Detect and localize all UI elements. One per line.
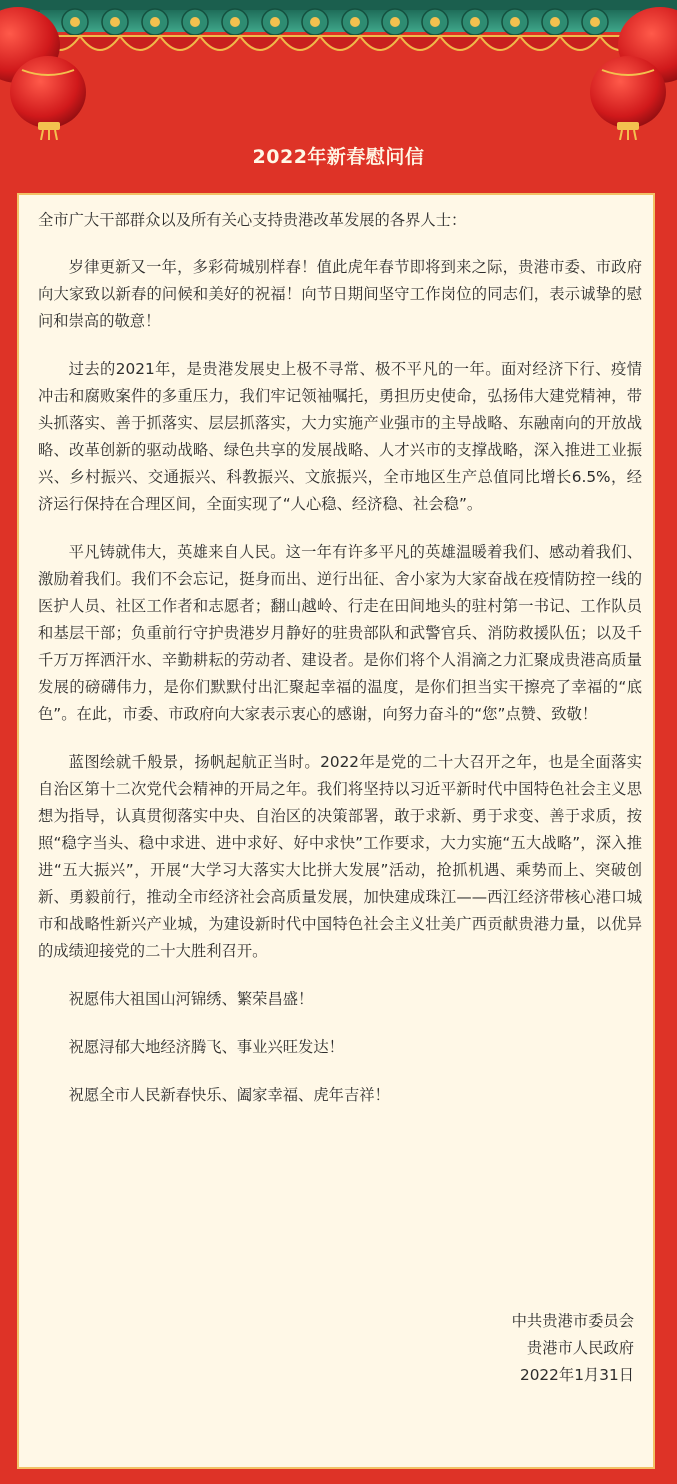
salutation: 全市广大干部群众以及所有关心支持贵港改革发展的各界人士： xyxy=(38,211,467,229)
wish-line: 祝愿伟大祖国山河锦绣、繁荣昌盛！ xyxy=(68,990,314,1008)
wish-line: 祝愿浔郁大地经济腾飞、事业兴旺发达！ xyxy=(68,1038,344,1056)
roof-eave-tiles xyxy=(40,9,640,50)
paragraph-review-2021: 过去的2021年，是贵港发展史上极不寻常、极不平凡的一年。面对经济下行、疫情冲击和腐败案件的多重压力，我们牢记领袖嘱托，勇担历史使命，弘扬伟大建党精神，带头抓落实、善于抓落实、层层抓落实，大力实施产业强市的主导战略、东融南向的开放战略、改革创新的驱动战略、绿色共享的发展战略、人才兴市的支撑战略，深入推进工业振兴、乡村振兴、交通振兴、科教振兴、文旅振兴，全市地区生产总值同比增长6.5%，经济运行保持在合理区间，全面实现了“人心稳、经济稳、社会稳”。 xyxy=(38,360,642,513)
festive-header-decoration xyxy=(0,0,677,140)
wish-line: 祝愿全市人民新春快乐、阖家幸福、虎年吉祥！ xyxy=(68,1086,390,1104)
paragraph-greeting: 岁律更新又一年，多彩荷城别样春！值此虎年春节即将到来之际，贵港市委、市政府向大家致以新春的问候和美好的祝福！向节日期间坚守工作岗位的同志们，表示诚挚的慰问和崇高的敬意！ xyxy=(38,258,642,330)
paragraph-outlook-2022: 蓝图绘就千般景，扬帆起航正当时。2022年是党的二十大召开之年，也是全面落实自治区第十二次党代会精神的开局之年。我们将坚持以习近平新时代中国特色社会主义思想为指导，认真贯彻落实中央、自治区的决策部署，敢于求新、勇于求变、善于求质，按照“稳字当头、稳中求进、进中求好、好中求快”工作要求，大力实施“五大战略”，深入推进“五大振兴”，开展“大学习大落实大比拼大发展”活动，抢抓机遇、乘势而上、突破创新、勇毅前行，推动全市经济社会高质量发展，加快建成珠江——西江经济带核心港口城市和战略性新兴产业城，为建设新时代中国特色社会主义壮美广西贡献贵港力量，以优异的成绩迎接党的二十大胜利召开。 xyxy=(38,753,642,960)
page-title: 2022年新春慰问信 xyxy=(252,146,425,168)
signature-block xyxy=(512,1308,634,1389)
letter-card xyxy=(17,193,655,1469)
signature-org-government: 贵港市人民政府 xyxy=(526,1339,634,1357)
letter-body xyxy=(38,207,642,1130)
signature-org-party-committee: 中共贵港市委员会 xyxy=(511,1312,634,1330)
signature-date: 2022年1月31日 xyxy=(519,1366,634,1384)
paragraph-heroes: 平凡铸就伟大，英雄来自人民。这一年有许多平凡的英雄温暖着我们、感动着我们、激励着我们。我们不会忘记，挺身而出、逆行出征、舍小家为大家奋战在疫情防控一线的医护人员、社区工作者和志愿者；翻山越岭、行走在田间地头的驻村第一书记、工作队员和基层干部；负重前行守护贵港岁月静好的驻贵部队和武警官兵、消防救援队伍；以及千千万万挥洒汗水、辛勤耕耘的劳动者、建设者。是你们将个人涓滴之力汇聚成贵港高质量发展的磅礴伟力，是你们默默付出汇聚起幸福的温度，是你们担当实干擦亮了幸福的“底色”。在此，市委、市政府向大家表示衷心的感谢，向努力奋斗的“您”点赞、致敬！ xyxy=(38,543,642,723)
